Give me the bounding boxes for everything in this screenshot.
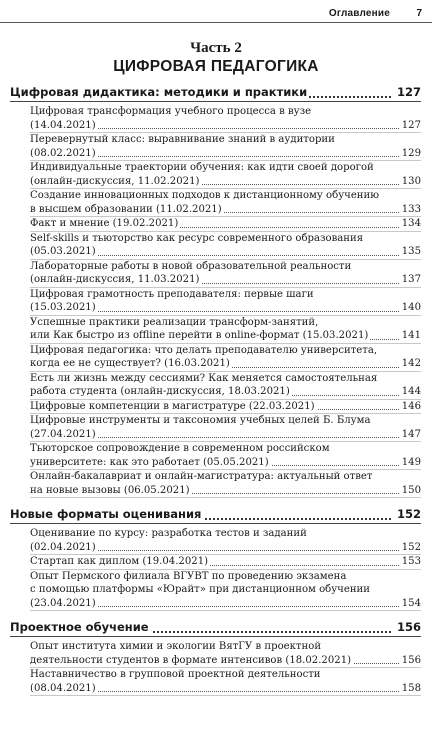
entry-page-number: 158 bbox=[401, 682, 421, 694]
entry-line bbox=[30, 105, 395, 119]
section-page-number: 127 bbox=[394, 84, 421, 101]
entry-line bbox=[30, 301, 395, 315]
entry-text: Self-skills и тьюторство как ресурс современного образования bbox=[30, 232, 364, 244]
entry-text: на новые вызовы (06.05.2021) bbox=[30, 484, 190, 496]
entry-text: в высшем образовании (11.02.2021) bbox=[30, 203, 222, 215]
toc-section bbox=[10, 506, 421, 611]
entry-page-number: 149 bbox=[401, 456, 421, 468]
toc-entry[interactable] bbox=[30, 316, 421, 344]
entry-text: Оценивание по курсу: разработка тестов и заданий bbox=[30, 528, 307, 539]
toc-entry[interactable] bbox=[30, 570, 421, 612]
entry-line bbox=[30, 133, 395, 147]
section-heading[interactable] bbox=[10, 619, 421, 637]
entry-text: Цифровые компетенции в магистратуре (22.03.2021) bbox=[30, 400, 315, 412]
entry-text: с помощью платформы «Юрайт» при дистанционном обучении bbox=[30, 584, 370, 595]
entry-text: Опыт института химии и экологии ВятГУ в проектной bbox=[30, 641, 322, 652]
entry-text: или Как быстро из offline перейти в online-формат (15.03.2021) bbox=[30, 330, 369, 341]
entry-page-number: 140 bbox=[401, 302, 421, 313]
toc-section bbox=[10, 619, 421, 696]
entry-text: Успешные практики реализации трансформ-занятий, bbox=[30, 316, 319, 328]
entry-line bbox=[30, 640, 395, 654]
entry-page-number: 146 bbox=[401, 400, 421, 412]
entry-line bbox=[30, 260, 395, 274]
section-title: Проектное обучение bbox=[10, 620, 149, 634]
entry-line bbox=[30, 400, 395, 414]
entry-text: Опыт Пермского филиала ВГУВТ по проведению экзамена bbox=[30, 570, 347, 582]
toc-entry[interactable] bbox=[30, 217, 421, 232]
entry-line bbox=[30, 654, 395, 668]
toc-entry[interactable] bbox=[30, 442, 421, 470]
entry-text: Факт и мнение (19.02.2021) bbox=[30, 218, 179, 229]
entry-line bbox=[30, 147, 395, 161]
toc-entry[interactable] bbox=[30, 133, 421, 161]
toc-entry[interactable] bbox=[30, 260, 421, 288]
entry-line bbox=[30, 161, 395, 175]
entry-line bbox=[30, 329, 395, 343]
entry-page-number: 156 bbox=[401, 654, 421, 666]
entry-text: Тьюторское сопровождение в современном российском bbox=[30, 443, 330, 454]
entry-text: (08.02.2021) bbox=[30, 147, 96, 159]
entry-page-number: 152 bbox=[401, 541, 421, 553]
entry-text: Индивидуальные траектории обучения: как идти своей дорогой bbox=[30, 162, 374, 173]
entry-line bbox=[30, 682, 395, 696]
entry-line bbox=[30, 414, 395, 428]
entry-text: (15.03.2021) bbox=[30, 302, 96, 313]
header-page-number: 7 bbox=[416, 8, 422, 19]
entry-text: (02.04.2021) bbox=[30, 541, 96, 553]
entry-line bbox=[30, 583, 395, 597]
entry-line bbox=[30, 316, 395, 330]
entry-text: деятельности студентов в формате интенсивов (18.02.2021) bbox=[30, 654, 352, 666]
entry-line bbox=[30, 175, 395, 189]
toc-entry[interactable] bbox=[30, 527, 421, 555]
entry-line bbox=[30, 597, 395, 611]
entry-line bbox=[30, 232, 395, 246]
entry-line bbox=[30, 357, 395, 371]
entry-text: Цифровая трансформация учебного процесса в вузе bbox=[30, 106, 312, 117]
entry-page-number: 154 bbox=[401, 597, 421, 609]
entry-page-number: 133 bbox=[401, 203, 421, 215]
entry-page-number: 129 bbox=[401, 147, 421, 159]
entry-page-number: 141 bbox=[401, 330, 421, 341]
entry-text: работа студента (онлайн-дискуссия, 18.03.2021) bbox=[30, 386, 290, 397]
toc-entry[interactable] bbox=[30, 400, 421, 415]
entry-text: Есть ли жизнь между сессиями? Как меняется самостоятельная bbox=[30, 372, 378, 384]
entry-text: университете: как это работает (05.05.2021) bbox=[30, 456, 269, 468]
entry-page-number: 153 bbox=[401, 556, 421, 567]
entry-line bbox=[30, 119, 395, 133]
entry-line bbox=[30, 288, 395, 302]
entry-text: (онлайн-дискуссия, 11.02.2021) bbox=[30, 175, 200, 187]
entry-text: Наставничество в групповой проектной деятельности bbox=[30, 669, 321, 680]
toc-entry[interactable] bbox=[30, 555, 421, 570]
entry-text: Лабораторные работы в новой образовательной реальности bbox=[30, 260, 352, 272]
toc-entry[interactable] bbox=[30, 344, 421, 372]
toc-entry[interactable] bbox=[30, 288, 421, 316]
entry-page-number: 130 bbox=[401, 175, 421, 187]
entry-text: (23.04.2021) bbox=[30, 597, 96, 609]
entry-page-number: 127 bbox=[401, 119, 421, 131]
section-heading[interactable] bbox=[10, 506, 421, 524]
toc-entry[interactable] bbox=[30, 640, 421, 668]
entry-line bbox=[30, 570, 395, 584]
entry-text: (14.04.2021) bbox=[30, 119, 96, 131]
entry-text: Цифровые инструменты и таксономия учебных целей Б. Блума bbox=[30, 415, 371, 426]
section-heading[interactable] bbox=[10, 84, 421, 102]
entry-line bbox=[30, 484, 395, 498]
entry-line bbox=[30, 372, 395, 386]
toc-entry[interactable] bbox=[30, 414, 421, 442]
toc-entry[interactable] bbox=[30, 105, 421, 133]
section-title: Новые форматы оценивания bbox=[10, 507, 202, 521]
entry-page-number: 142 bbox=[401, 358, 421, 369]
entry-line bbox=[30, 428, 395, 442]
table-of-contents bbox=[10, 84, 421, 704]
toc-entry[interactable] bbox=[30, 232, 421, 260]
entry-line bbox=[30, 203, 395, 217]
entry-text: когда ее не существует? (16.03.2021) bbox=[30, 358, 230, 369]
entry-line bbox=[30, 456, 395, 470]
entry-line bbox=[30, 344, 395, 358]
entry-line bbox=[30, 470, 395, 484]
entry-text: Стартап как диплом (19.04.2021) bbox=[30, 556, 209, 567]
entry-line bbox=[30, 442, 395, 456]
entry-line bbox=[30, 273, 395, 287]
entry-text: Цифровая педагогика: что делать преподавателю университета, bbox=[30, 344, 378, 356]
part-title: ЦИФРОВАЯ ПЕДАГОГИКА bbox=[113, 58, 319, 75]
entry-line bbox=[30, 668, 395, 682]
entry-line bbox=[30, 555, 395, 569]
entry-text: Цифровая грамотность преподавателя: первые шаги bbox=[30, 288, 314, 300]
toc-entry[interactable] bbox=[30, 470, 421, 498]
toc-entry[interactable] bbox=[30, 161, 421, 189]
section-page-number: 152 bbox=[394, 506, 421, 523]
toc-entry[interactable] bbox=[30, 668, 421, 696]
page-header bbox=[0, 0, 432, 23]
entry-line bbox=[30, 527, 395, 541]
entry-text: Создание инновационных подходов к дистанционному обучению bbox=[30, 190, 380, 201]
entry-page-number: 150 bbox=[401, 484, 421, 496]
header-title: Оглавление bbox=[328, 8, 390, 19]
entry-page-number: 144 bbox=[401, 386, 421, 397]
toc-entry[interactable] bbox=[30, 189, 421, 217]
entry-page-number: 135 bbox=[401, 246, 421, 257]
entry-line bbox=[30, 385, 395, 399]
entry-text: Перевернутый класс: выравнивание знаний в аудитории bbox=[30, 134, 335, 145]
entry-text: (08.04.2021) bbox=[30, 682, 96, 694]
section-title: Цифровая дидактика: методики и практики bbox=[10, 85, 308, 99]
entry-text: (27.04.2021) bbox=[30, 428, 96, 440]
entry-line bbox=[30, 541, 395, 555]
toc-section bbox=[10, 84, 421, 498]
entry-text: (05.03.2021) bbox=[30, 246, 96, 257]
entry-line bbox=[30, 217, 395, 231]
entry-text: Онлайн-бакалавриат и онлайн-магистратура: актуальный ответ bbox=[30, 471, 373, 482]
entry-line bbox=[30, 245, 395, 259]
entry-line bbox=[30, 189, 395, 203]
part-label: Часть 2 bbox=[190, 40, 242, 56]
entry-page-number: 137 bbox=[401, 274, 421, 285]
entry-page-number: 147 bbox=[401, 428, 421, 440]
section-page-number: 156 bbox=[394, 619, 421, 636]
entry-text: (онлайн-дискуссия, 11.03.2021) bbox=[30, 274, 200, 285]
toc-entry[interactable] bbox=[30, 372, 421, 400]
entry-page-number: 134 bbox=[401, 218, 421, 229]
